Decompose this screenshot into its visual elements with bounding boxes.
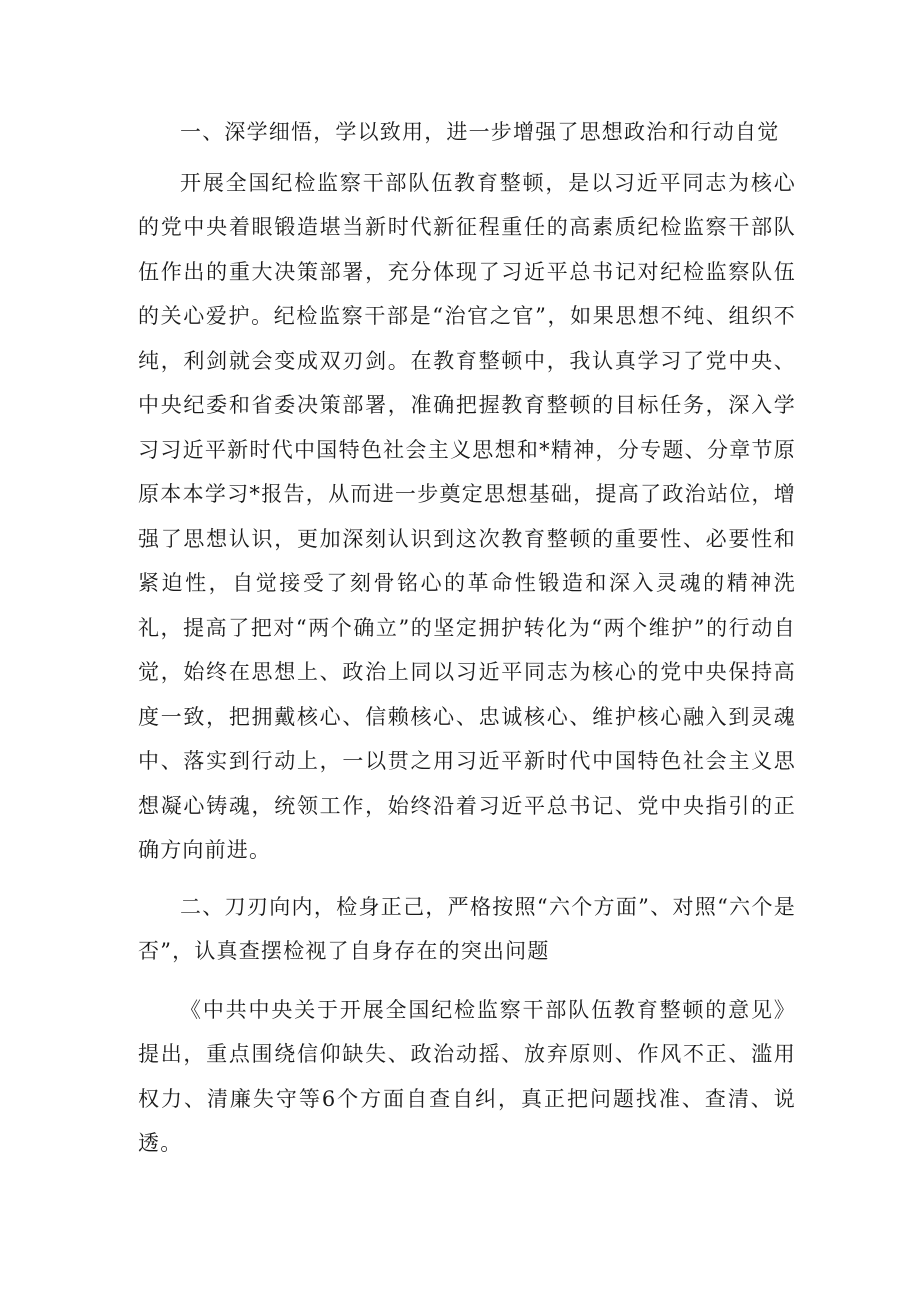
paragraph-1: 开展全国纪检监察干部队伍教育整顿，是以习近平同志为核心的党中央着眼锻造堪当新时代新征程重任的高素质纪检监察干部队伍作出的重大决策部署，充分体现了习近平总书记对纪检监察队伍的关心爱护。纪检监察干部是“治官之官”，如果思想不纯、组织不纯，利剑就会变成双刃剑。在教育整顿中，我认真学习了党中央、中央纪委和省委决策部署，准确把握教育整顿的目标任务，深入学习习近平新时代中国特色社会主义思想和*精神，分专题、分章节原原本本学习*报告，从而进一步奠定思想基础，提高了政治站位，增强了思想认识，更加深刻认识到这次教育整顿的重要性、必要性和紧迫性，自觉接受了刻骨铭心的革命性锻造和深入灵魂的精神洗礼，提高了把对“两个确立”的坚定拥护转化为“两个维护”的行动自觉，始终在思想上、政治上同以习近平同志为核心的党中央保持高度一致，把拥戴核心、信赖核心、忠诚核心、维护核心融入到灵魂中、落实到行动上，一以贯之用习近平新时代中国特色社会主义思想凝心铸魂，统领工作，始终沿着习近平总书记、党中央指引的正确方向前进。 — [138, 170, 796, 862]
paragraph-2: 《中共中央关于开展全国纪检监察干部队伍教育整顿的意见》提出，重点围绕信仰缺失、政治动摇、放弃原则、作风不正、滥用权力、清廉失守等6个方面自查自纠，真正把问题找准、查清、说透。 — [138, 997, 796, 1155]
section-heading-1: 一、深学细悟，学以致用，进一步增强了思想政治和行动自觉 — [180, 120, 780, 144]
document-body — [138, 110, 796, 1166]
section-heading-2: 二、刀刃向内，检身正己，严格按照“六个方面”、对照“六个是否”，认真查摆检视了自身存在的突出问题 — [138, 894, 796, 963]
